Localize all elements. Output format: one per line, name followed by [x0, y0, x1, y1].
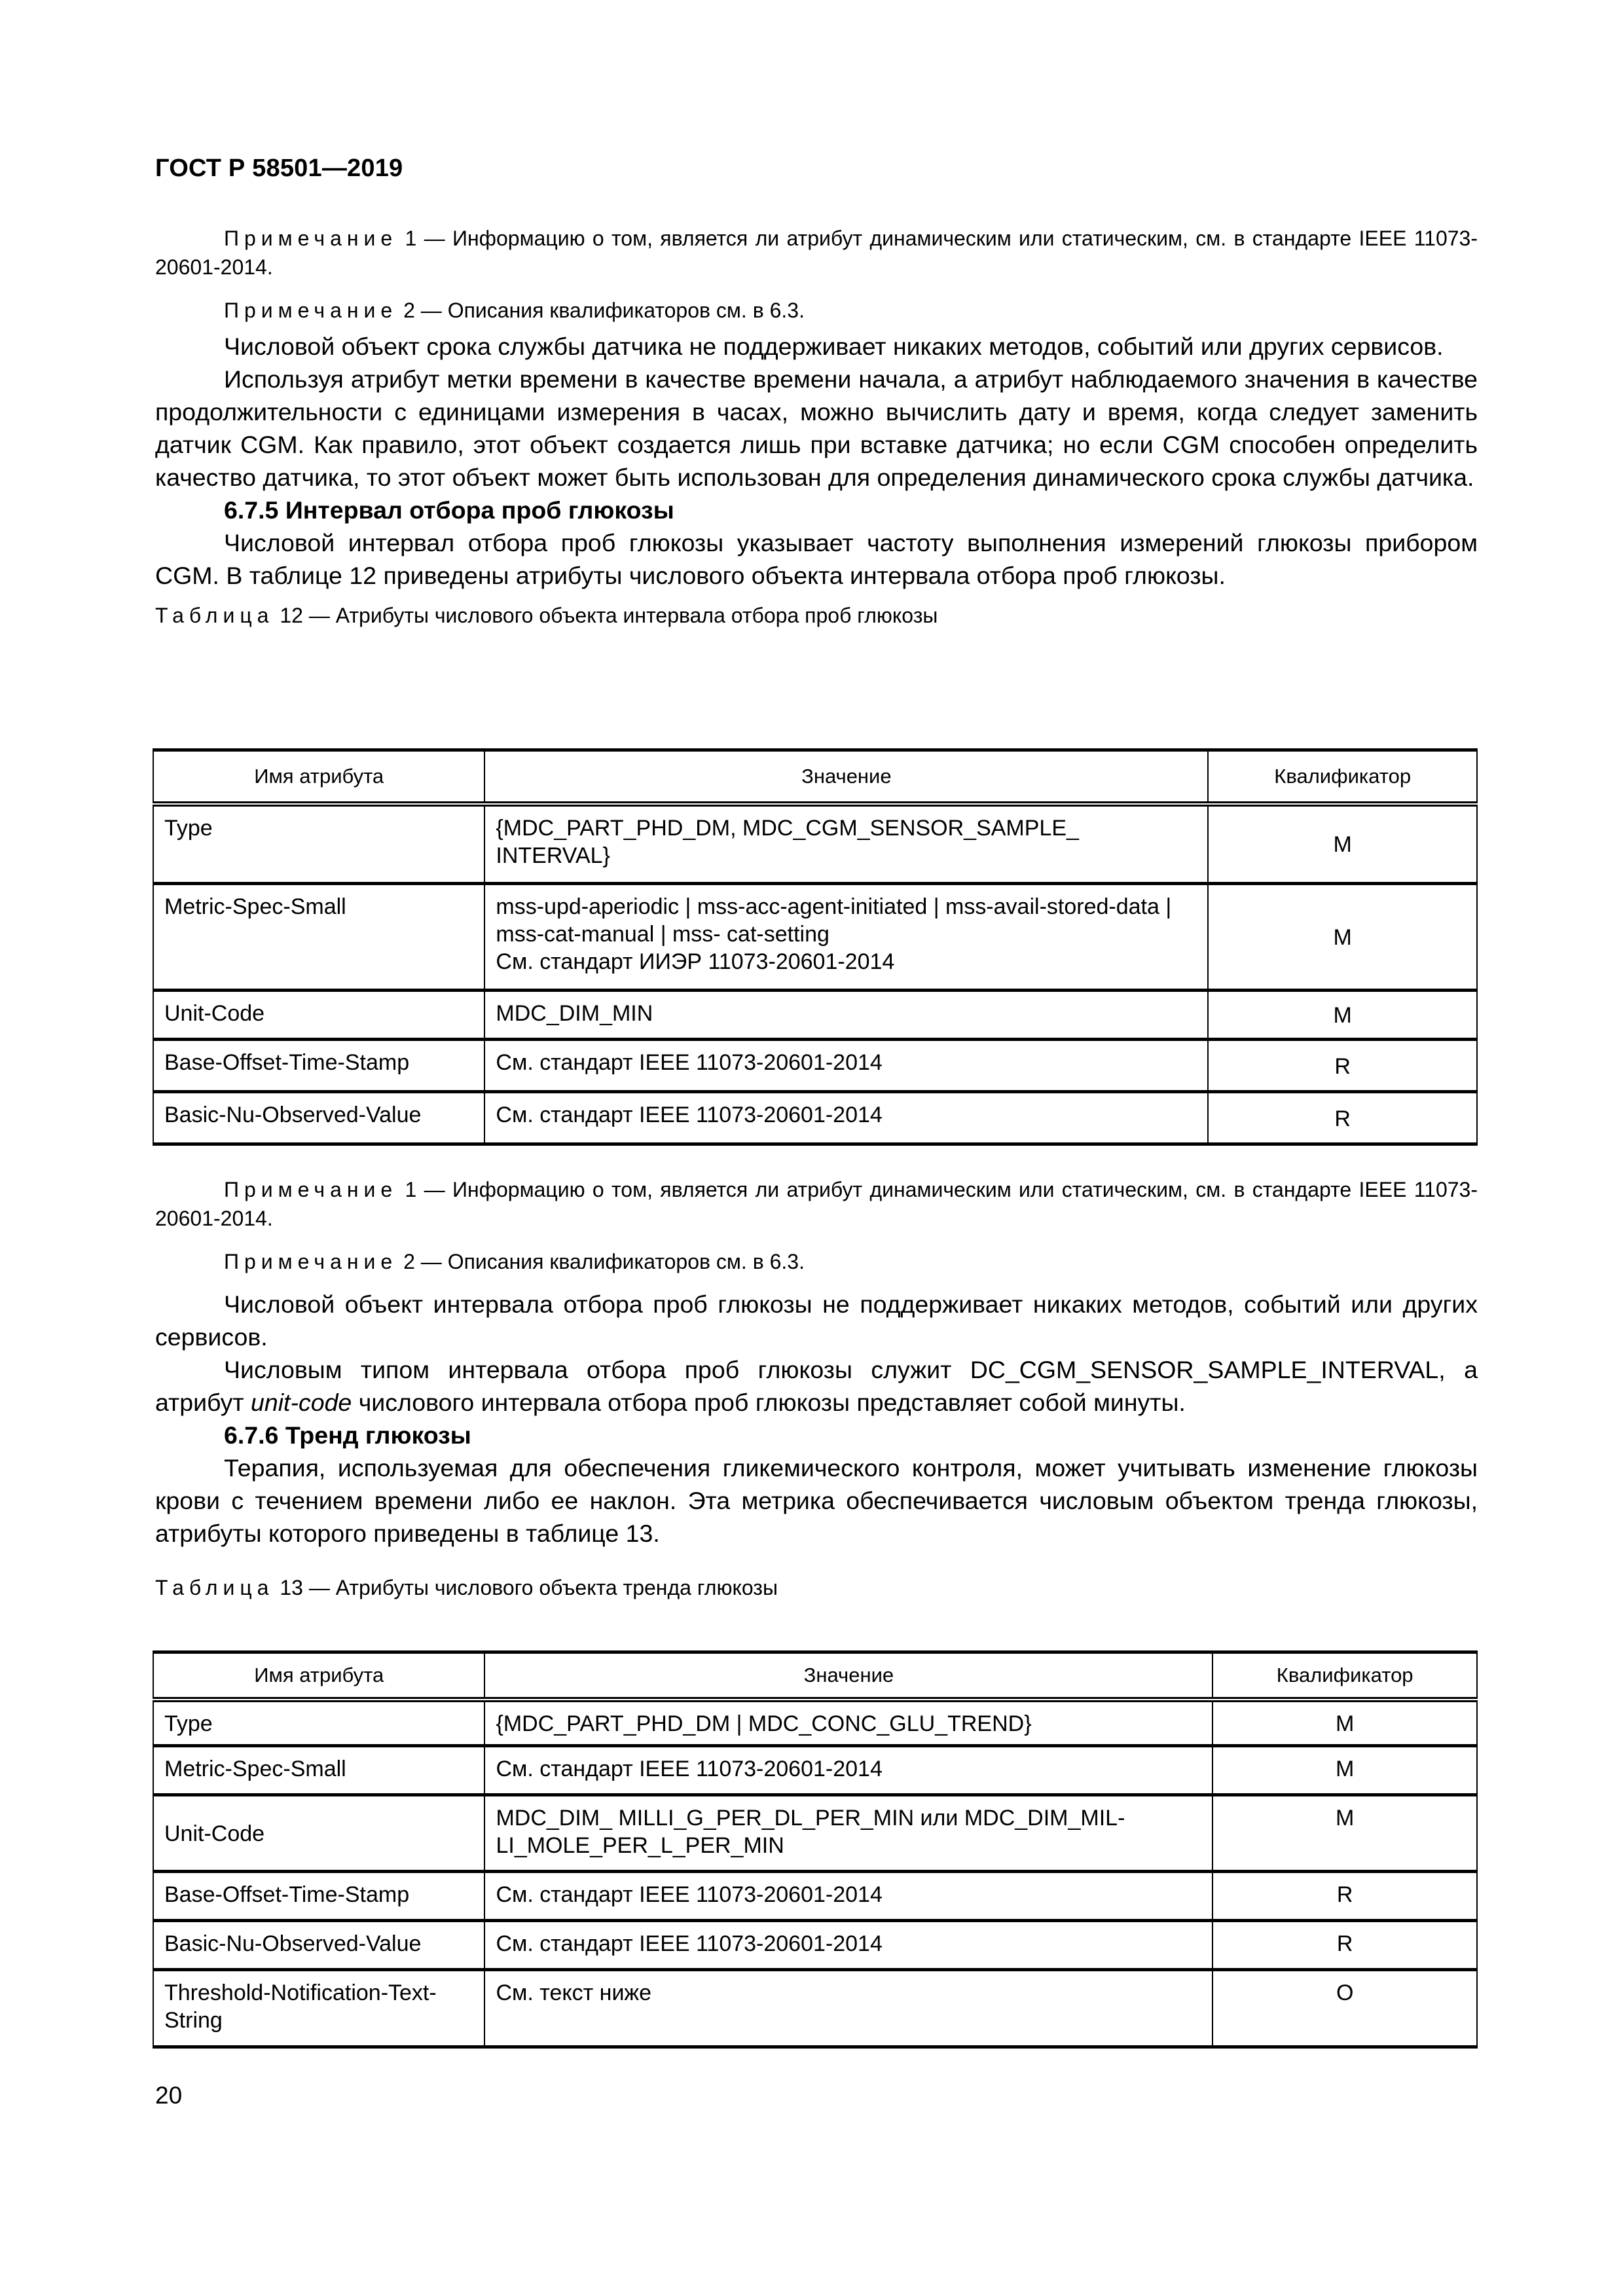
section-heading-6-7-6: 6.7.6 Тренд глюкозы	[224, 1421, 471, 1449]
section-heading-6-7-5: 6.7.5 Интервал отбора проб глюкозы	[224, 496, 674, 524]
table-row	[153, 1920, 1477, 1969]
note-1: Примечание 1 — Информацию о том, является ли атрибут динамическим или статическим, см. в стандарте IEEE 11073-20601-2014.	[155, 227, 1478, 279]
attribute-value: См. стандарт IEEE 11073-20601-2014	[484, 1871, 1213, 1920]
attribute-qualifier: R	[1213, 1871, 1477, 1920]
paragraph: Используя атрибут метки времени в качестве времени начала, а атрибут наблюдаемого значения в качестве продолжительности с единицами измерения в часах, можно вычислить дату и время, когда следует заменить датчик CGM. Как правило, этот объект создается лишь при вставке датчика; но если CGM способен определить качество датчика, то этот объект может быть использован для определения динамического срока службы датчика.	[155, 365, 1478, 491]
attribute-value: См. стандарт IEEE 11073-20601-2014	[484, 1040, 1208, 1092]
attribute-value: См. текст ниже	[484, 1969, 1213, 2047]
note-2: Примечание 2 — Описания квалификаторов см. в 6.3.	[224, 1250, 805, 1273]
attribute-value: mss-upd-aperiodic | mss-acc-agent-initiated | mss-avail-stored-data | mss-cat-manual | mss- cat-setting См. стандарт ИИЭР 11073-20601-2014	[484, 884, 1208, 991]
paragraph: Терапия, используемая для обеспечения гликемического контроля, может учитывать изменение глюкозы крови с течением времени либо ее наклон. Эта метрика обеспечивается числовым объектом тренда глюкозы, атрибуты которого приведены в таблице 13.	[155, 1454, 1478, 1547]
attribute-qualifier: R	[1208, 1092, 1477, 1144]
table-row	[153, 1969, 1477, 2047]
table-header-row	[153, 1652, 1477, 1700]
attribute-name: Metric-Spec-Small	[153, 884, 484, 991]
attribute-value: См. стандарт IEEE 11073-20601-2014	[484, 1745, 1213, 1795]
table-row	[153, 804, 1477, 884]
attribute-value: См. стандарт IEEE 11073-20601-2014	[484, 1092, 1208, 1144]
note-1: Примечание 1 — Информацию о том, является ли атрибут динамическим или статическим, см. в стандарте IEEE 11073-20601-2014.	[155, 1178, 1478, 1230]
attribute-value: {MDC_PART_PHD_DM, MDC_CGM_SENSOR_SAMPLE_ INTERVAL}	[484, 804, 1208, 884]
table-row	[153, 1040, 1477, 1092]
note-2: Примечание 2 — Описания квалификаторов см. в 6.3.	[224, 299, 805, 322]
table-row	[153, 1745, 1477, 1795]
attribute-qualifier: M	[1208, 991, 1477, 1040]
attribute-name: Metric-Spec-Small	[153, 1745, 484, 1795]
column-header: Значение	[484, 1652, 1213, 1700]
column-header: Имя атрибута	[153, 1652, 484, 1700]
paragraph: Числовой объект срока службы датчика не поддерживает никаких методов, событий или других сервисов.	[224, 333, 1444, 360]
attribute-value: MDC_DIM_ MILLI_G_PER_DL_PER_MIN или MDC_DIM_MIL-LI_MOLE_PER_L_PER_MIN	[484, 1795, 1213, 1871]
attribute-qualifier: M	[1208, 804, 1477, 884]
paragraph: Числовым типом интервала отбора проб глюкозы служит DC_CGM_SENSOR_SAMPLE_INTERVAL, а атрибут unit-code числового интервала отбора проб глюкозы представляет собой минуты.	[155, 1356, 1478, 1416]
attribute-name: Type	[153, 1700, 484, 1746]
top-notes	[155, 224, 1478, 630]
attribute-name: Base-Offset-Time-Stamp	[153, 1871, 484, 1920]
attribute-name: Base-Offset-Time-Stamp	[153, 1040, 484, 1092]
table-row	[153, 991, 1477, 1040]
attribute-qualifier: M	[1208, 884, 1477, 991]
attribute-name: Unit-Code	[153, 991, 484, 1040]
table-row	[153, 1871, 1477, 1920]
table-13	[153, 1650, 1478, 2049]
attribute-qualifier: O	[1213, 1969, 1477, 2047]
attribute-qualifier: M	[1213, 1795, 1477, 1871]
table-row	[153, 884, 1477, 991]
attribute-name: Basic-Nu-Observed-Value	[153, 1920, 484, 1969]
column-header: Квалификатор	[1208, 750, 1477, 804]
column-header: Значение	[484, 750, 1208, 804]
table-row	[153, 1700, 1477, 1746]
attribute-qualifier: R	[1208, 1040, 1477, 1092]
attribute-value: См. стандарт IEEE 11073-20601-2014	[484, 1920, 1213, 1969]
attribute-value: MDC_DIM_MIN	[484, 991, 1208, 1040]
table-13-caption: Таблица 13 — Атрибуты числового объекта тренда глюкозы	[155, 1576, 778, 1599]
page-number: 20	[155, 2082, 183, 2109]
attribute-name: Basic-Nu-Observed-Value	[153, 1092, 484, 1144]
attribute-name: Type	[153, 804, 484, 884]
table-header-row	[153, 750, 1477, 804]
table-12	[153, 748, 1478, 1146]
paragraph: Числовой объект интервала отбора проб глюкозы не поддерживает никаких методов, событий или других сервисов.	[155, 1290, 1478, 1351]
attribute-qualifier: M	[1213, 1745, 1477, 1795]
table-row	[153, 1795, 1477, 1871]
attribute-name: Unit-Code	[153, 1795, 484, 1871]
paragraph: Числовой интервал отбора проб глюкозы указывает частоту выполнения измерений глюкозы прибором CGM. В таблице 12 приведены атрибуты числового объекта интервала отбора проб глюкозы.	[155, 529, 1478, 589]
table-12-notes	[155, 1175, 1478, 1602]
attribute-name: Threshold-Notification-Text-String	[153, 1969, 484, 2047]
attribute-qualifier: R	[1213, 1920, 1477, 1969]
table-row	[153, 1092, 1477, 1144]
attribute-value: {MDC_PART_PHD_DM | MDC_CONC_GLU_TREND}	[484, 1700, 1213, 1746]
document-code: ГОСТ Р 58501—2019	[155, 155, 403, 182]
column-header: Квалификатор	[1213, 1652, 1477, 1700]
table-12-caption: Таблица 12 — Атрибуты числового объекта интервала отбора проб глюкозы	[155, 604, 938, 627]
attribute-qualifier: M	[1213, 1700, 1477, 1746]
column-header: Имя атрибута	[153, 750, 484, 804]
